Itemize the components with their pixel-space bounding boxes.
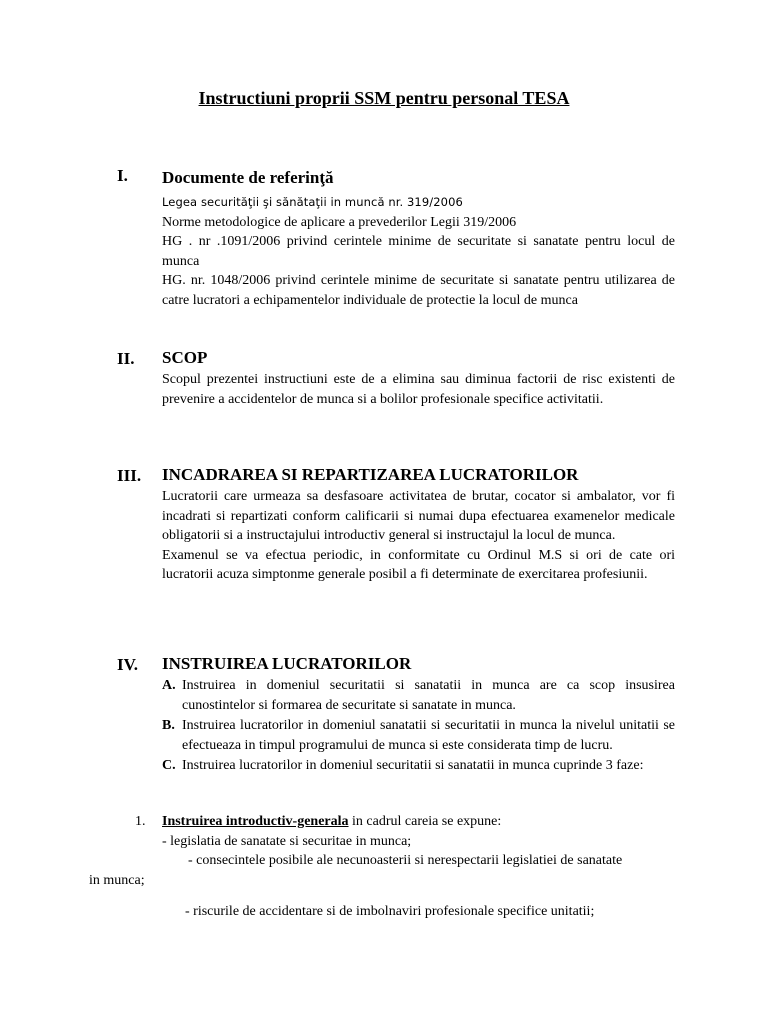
reference-hg-1091: HG . nr .1091/2006 privind cerintele minime de securitate si sanatate pentru locul de munca xyxy=(162,234,675,269)
employment-paragraph-1: Lucratorii care urmeaza sa desfasoare activitatea de brutar, cocator si ambalator, vor fi incadrati si repartizati conform calificarii si numai dupa efectuarea examenelor medicale obligatorii si a instructajului introductiv general si instructajul la locul de munca. xyxy=(162,489,675,543)
list-item xyxy=(162,676,675,715)
phase-1-line xyxy=(162,812,501,832)
reference-norms: Norme metodologice de aplicare a prevederilor Legii 319/2006 xyxy=(162,214,517,230)
employment-paragraph-2: Examenul se va efectua periodic, in conformitate cu Ordinul M.S si ori de cate ori lucratorii acuza simptonme generale posibil a fi determinate de exercitarea profesiunii. xyxy=(162,547,675,582)
reference-hg-1048: HG. nr. 1048/2006 privind cerintele minime de securitate si sanatate pentru utilizarea de catre lucratori a echipamentelor individuale de protectie la locul de munca xyxy=(162,273,675,308)
item-text: Instruirea lucratorilor in domeniul sanatatii si securitatii in munca la nivelul unitatii se efectueaza in timpul programului de munca si este considerata timp de lucru. xyxy=(182,718,675,753)
phase-1-rest: in cadrul careia se expune: xyxy=(348,814,502,829)
section-4-heading: INSTRUIREA LUCRATORILOR xyxy=(162,654,412,673)
item-text: Instruirea lucratorilor in domeniul securitatii si sanatatii in munca cuprinde 3 faze: xyxy=(182,758,644,773)
section-2-body xyxy=(162,370,675,409)
section-3-body xyxy=(162,487,675,585)
phase-1-bullet-3: - riscurile de accidentare si de imbolnaviri profesionale specifice unitatii; xyxy=(185,904,595,919)
list-item xyxy=(162,756,675,776)
section-2-heading: SCOP xyxy=(162,348,208,367)
section-3-heading: INCADRAREA SI REPARTIZAREA LUCRATORILOR xyxy=(162,465,579,484)
section-2-number: II. xyxy=(117,349,135,368)
item-text: Instruirea in domeniul securitatii si sanatatii in munca are ca scop insusirea cunostintelor si formarea de securitate si sanatate in munca. xyxy=(182,678,675,713)
phase-1-bullet-2: - consecintele posibile ale necunoasterii si nerespectarii legislatiei de sanatate xyxy=(188,853,623,868)
section-3-number: III. xyxy=(117,466,142,485)
list-item xyxy=(162,716,675,755)
section-1-body xyxy=(162,193,675,310)
scope-text: Scopul prezentei instructiuni este de a elimina sau diminua factorii de risc existenti de prevenire a accidentelor de munca si a bolilor profesionale specifice activitatii. xyxy=(162,372,675,407)
item-label: A. xyxy=(162,678,176,693)
item-label: B. xyxy=(162,718,175,733)
phase-number: 1. xyxy=(135,814,146,829)
item-label: C. xyxy=(162,758,176,773)
section-1-heading: Documente de referinţă xyxy=(162,168,334,187)
phase-1-title: Instruirea introductiv-generala xyxy=(162,814,349,829)
training-list xyxy=(162,676,675,777)
page-title: Instructiuni proprii SSM pentru personal TESA xyxy=(198,88,570,108)
section-1-number: I. xyxy=(117,166,128,185)
section-4-number: IV. xyxy=(117,655,138,674)
phase-1-bullet-2-cont: in munca; xyxy=(89,873,145,888)
reference-law: Legea securităţii şi sănătaţii in muncă nr. 319/2006 xyxy=(162,195,463,209)
phase-1-bullet-1: - legislatia de sanatate si securitae in munca; xyxy=(162,834,412,849)
